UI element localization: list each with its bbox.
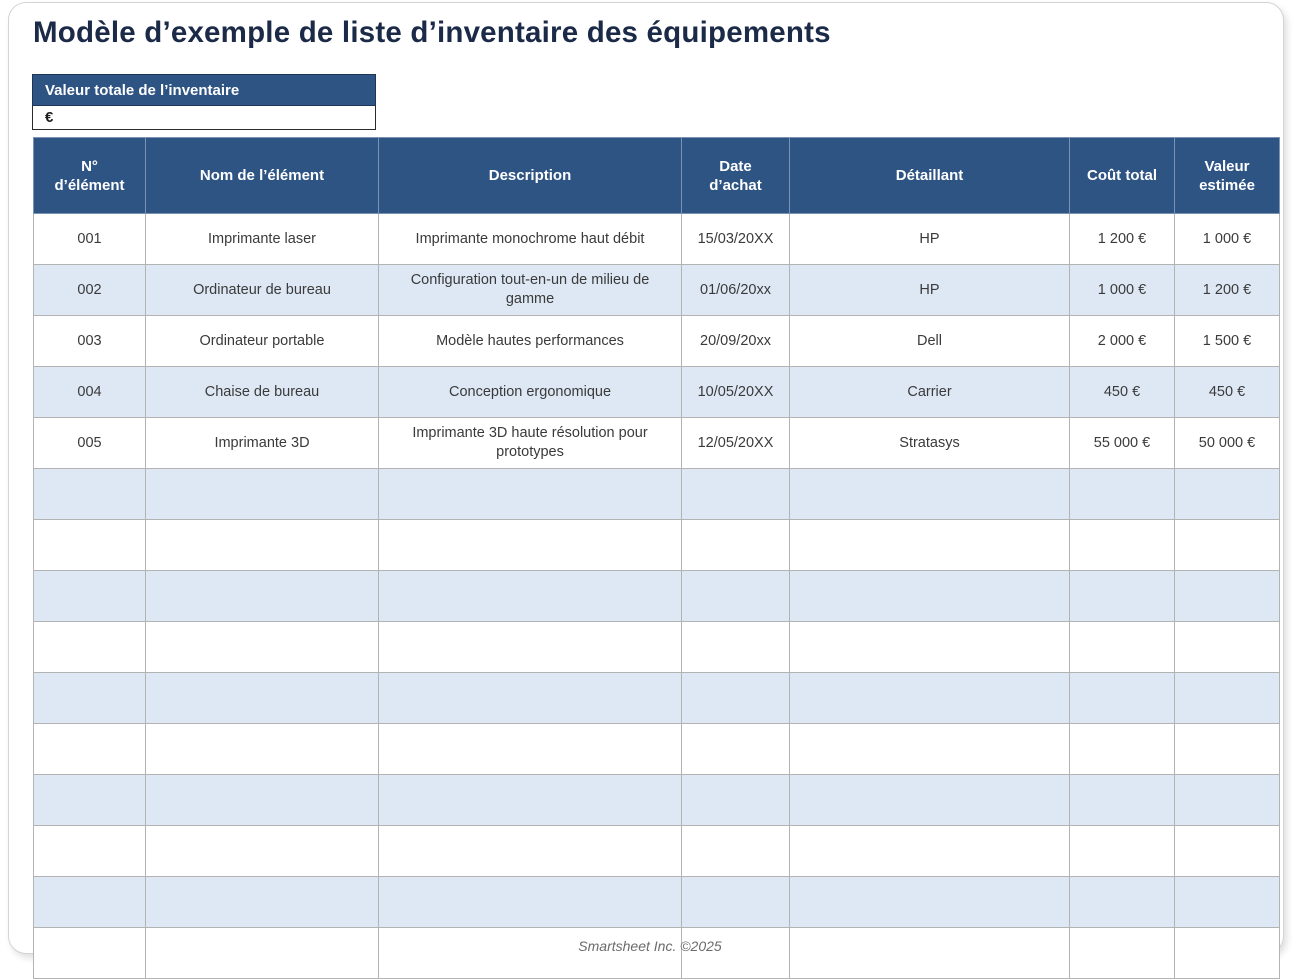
cell-purchase-date[interactable]: 15/03/20XX <box>682 214 790 265</box>
cell-retailer[interactable]: HP <box>790 214 1070 265</box>
cell-retailer[interactable] <box>790 622 1070 673</box>
cell-total-cost[interactable]: 1 000 € <box>1070 265 1175 316</box>
column-header-purchase-date-line2: d’achat <box>709 176 762 194</box>
cell-estimated-value[interactable] <box>1175 469 1280 520</box>
table-header <box>34 138 1280 214</box>
cell-item-no[interactable]: 002 <box>34 265 146 316</box>
cell-total-cost[interactable] <box>1070 520 1175 571</box>
cell-estimated-value[interactable] <box>1175 877 1280 928</box>
cell-estimated-value[interactable] <box>1175 826 1280 877</box>
cell-total-cost[interactable] <box>1070 673 1175 724</box>
table-row <box>34 826 1280 877</box>
cell-estimated-value[interactable]: 1 500 € <box>1175 316 1280 367</box>
cell-item-no[interactable]: 001 <box>34 214 146 265</box>
cell-item-name[interactable] <box>146 877 379 928</box>
table-body <box>34 214 1280 979</box>
cell-description[interactable] <box>379 724 682 775</box>
cell-description[interactable]: Imprimante 3D haute résolution pour prototypes <box>379 418 682 469</box>
column-header-item-no-line2: d’élément <box>54 176 125 194</box>
cell-total-cost[interactable] <box>1070 724 1175 775</box>
table-row <box>34 520 1280 571</box>
cell-purchase-date[interactable] <box>682 775 790 826</box>
cell-estimated-value[interactable]: 50 000 € <box>1175 418 1280 469</box>
table-row <box>34 571 1280 622</box>
cell-item-name[interactable] <box>146 826 379 877</box>
cell-purchase-date[interactable]: 10/05/20XX <box>682 367 790 418</box>
table-row <box>34 724 1280 775</box>
cell-retailer[interactable] <box>790 775 1070 826</box>
equipment-inventory-table <box>33 137 1280 979</box>
cell-item-no[interactable] <box>34 571 146 622</box>
page-title: Modèle d’exemple de liste d’inventaire des équipements <box>33 16 831 49</box>
cell-description[interactable] <box>379 520 682 571</box>
column-header-estimated-value[interactable] <box>1175 138 1280 214</box>
cell-total-cost[interactable] <box>1070 571 1175 622</box>
cell-item-name[interactable] <box>146 673 379 724</box>
column-header-item-no-line1: N° <box>81 157 98 175</box>
cell-description[interactable] <box>379 673 682 724</box>
cell-total-cost[interactable]: 2 000 € <box>1070 316 1175 367</box>
column-header-estimated-value-line1: Valeur <box>1204 157 1250 175</box>
cell-estimated-value[interactable] <box>1175 673 1280 724</box>
cell-total-cost[interactable] <box>1070 775 1175 826</box>
cell-item-no[interactable]: 003 <box>34 316 146 367</box>
column-header-purchase-date[interactable] <box>682 138 790 214</box>
cell-total-cost[interactable]: 450 € <box>1070 367 1175 418</box>
cell-description[interactable] <box>379 622 682 673</box>
cell-total-cost[interactable] <box>1070 826 1175 877</box>
cell-purchase-date[interactable] <box>682 520 790 571</box>
table-row <box>34 622 1280 673</box>
document-card <box>8 2 1284 954</box>
cell-estimated-value[interactable]: 1 200 € <box>1175 265 1280 316</box>
cell-item-name[interactable]: Ordinateur portable <box>146 316 379 367</box>
cell-purchase-date[interactable] <box>682 826 790 877</box>
cell-item-no[interactable] <box>34 673 146 724</box>
cell-retailer[interactable]: Carrier <box>790 367 1070 418</box>
cell-item-name[interactable] <box>146 520 379 571</box>
cell-retailer[interactable]: HP <box>790 265 1070 316</box>
cell-estimated-value[interactable] <box>1175 622 1280 673</box>
column-header-retailer[interactable]: Détaillant <box>790 138 1070 214</box>
column-header-item-name[interactable]: Nom de l’élément <box>146 138 379 214</box>
cell-purchase-date[interactable] <box>682 877 790 928</box>
cell-item-no[interactable]: 004 <box>34 367 146 418</box>
cell-description[interactable]: Conception ergonomique <box>379 367 682 418</box>
cell-item-no[interactable] <box>34 724 146 775</box>
cell-total-cost[interactable]: 55 000 € <box>1070 418 1175 469</box>
cell-purchase-date[interactable] <box>682 469 790 520</box>
inventory-total-box <box>32 74 376 130</box>
column-header-total-cost[interactable]: Coût total <box>1070 138 1175 214</box>
table-row <box>34 775 1280 826</box>
cell-purchase-date[interactable]: 20/09/20xx <box>682 316 790 367</box>
cell-item-no[interactable] <box>34 775 146 826</box>
cell-item-name[interactable] <box>146 469 379 520</box>
cell-retailer[interactable]: Stratasys <box>790 418 1070 469</box>
cell-item-no[interactable] <box>34 520 146 571</box>
cell-total-cost[interactable] <box>1070 622 1175 673</box>
cell-item-no[interactable] <box>34 622 146 673</box>
cell-retailer[interactable] <box>790 469 1070 520</box>
cell-retailer[interactable] <box>790 673 1070 724</box>
cell-description[interactable] <box>379 775 682 826</box>
cell-retailer[interactable] <box>790 877 1070 928</box>
cell-purchase-date[interactable]: 12/05/20XX <box>682 418 790 469</box>
cell-item-name[interactable] <box>146 571 379 622</box>
cell-estimated-value[interactable] <box>1175 571 1280 622</box>
cell-purchase-date[interactable] <box>682 673 790 724</box>
cell-retailer[interactable] <box>790 724 1070 775</box>
cell-description[interactable] <box>379 469 682 520</box>
cell-estimated-value[interactable] <box>1175 775 1280 826</box>
cell-retailer[interactable] <box>790 826 1070 877</box>
cell-item-no[interactable]: 005 <box>34 418 146 469</box>
cell-retailer[interactable] <box>790 520 1070 571</box>
cell-description[interactable]: Imprimante monochrome haut débit <box>379 214 682 265</box>
table-row <box>34 214 1280 265</box>
cell-total-cost[interactable] <box>1070 877 1175 928</box>
table-row <box>34 316 1280 367</box>
cell-total-cost[interactable] <box>1070 469 1175 520</box>
cell-item-name[interactable]: Chaise de bureau <box>146 367 379 418</box>
cell-description[interactable] <box>379 571 682 622</box>
cell-estimated-value[interactable]: 450 € <box>1175 367 1280 418</box>
cell-retailer[interactable] <box>790 571 1070 622</box>
cell-total-cost[interactable]: 1 200 € <box>1070 214 1175 265</box>
cell-item-no[interactable] <box>34 877 146 928</box>
cell-item-name[interactable] <box>146 724 379 775</box>
cell-retailer[interactable]: Dell <box>790 316 1070 367</box>
cell-purchase-date[interactable] <box>682 724 790 775</box>
cell-item-name[interactable]: Ordinateur de bureau <box>146 265 379 316</box>
cell-estimated-value[interactable] <box>1175 724 1280 775</box>
table-row <box>34 877 1280 928</box>
cell-estimated-value[interactable]: 1 000 € <box>1175 214 1280 265</box>
cell-description[interactable] <box>379 877 682 928</box>
cell-description[interactable]: Modèle hautes performances <box>379 316 682 367</box>
table-row <box>34 673 1280 724</box>
cell-item-no[interactable] <box>34 469 146 520</box>
cell-purchase-date[interactable]: 01/06/20xx <box>682 265 790 316</box>
table-row <box>34 469 1280 520</box>
column-header-item-no[interactable] <box>34 138 146 214</box>
cell-item-no[interactable] <box>34 826 146 877</box>
column-header-purchase-date-line1: Date <box>719 157 752 175</box>
cell-description[interactable]: Configuration tout-en-un de milieu de gamme <box>379 265 682 316</box>
cell-description[interactable] <box>379 826 682 877</box>
footer-copyright: Smartsheet Inc. ©2025 <box>578 938 722 954</box>
cell-item-name[interactable]: Imprimante laser <box>146 214 379 265</box>
table-row <box>34 418 1280 469</box>
cell-item-name[interactable] <box>146 622 379 673</box>
cell-purchase-date[interactable] <box>682 622 790 673</box>
inventory-total-value[interactable]: € <box>32 106 376 130</box>
column-header-estimated-value-line2: estimée <box>1199 176 1255 194</box>
cell-item-name[interactable] <box>146 775 379 826</box>
table-header-row <box>34 138 1280 214</box>
cell-estimated-value[interactable] <box>1175 520 1280 571</box>
table-row <box>34 265 1280 316</box>
inventory-total-label: Valeur totale de l’inventaire <box>32 74 376 106</box>
cell-purchase-date[interactable] <box>682 571 790 622</box>
cell-item-name[interactable]: Imprimante 3D <box>146 418 379 469</box>
column-header-description[interactable]: Description <box>379 138 682 214</box>
table-row <box>34 367 1280 418</box>
